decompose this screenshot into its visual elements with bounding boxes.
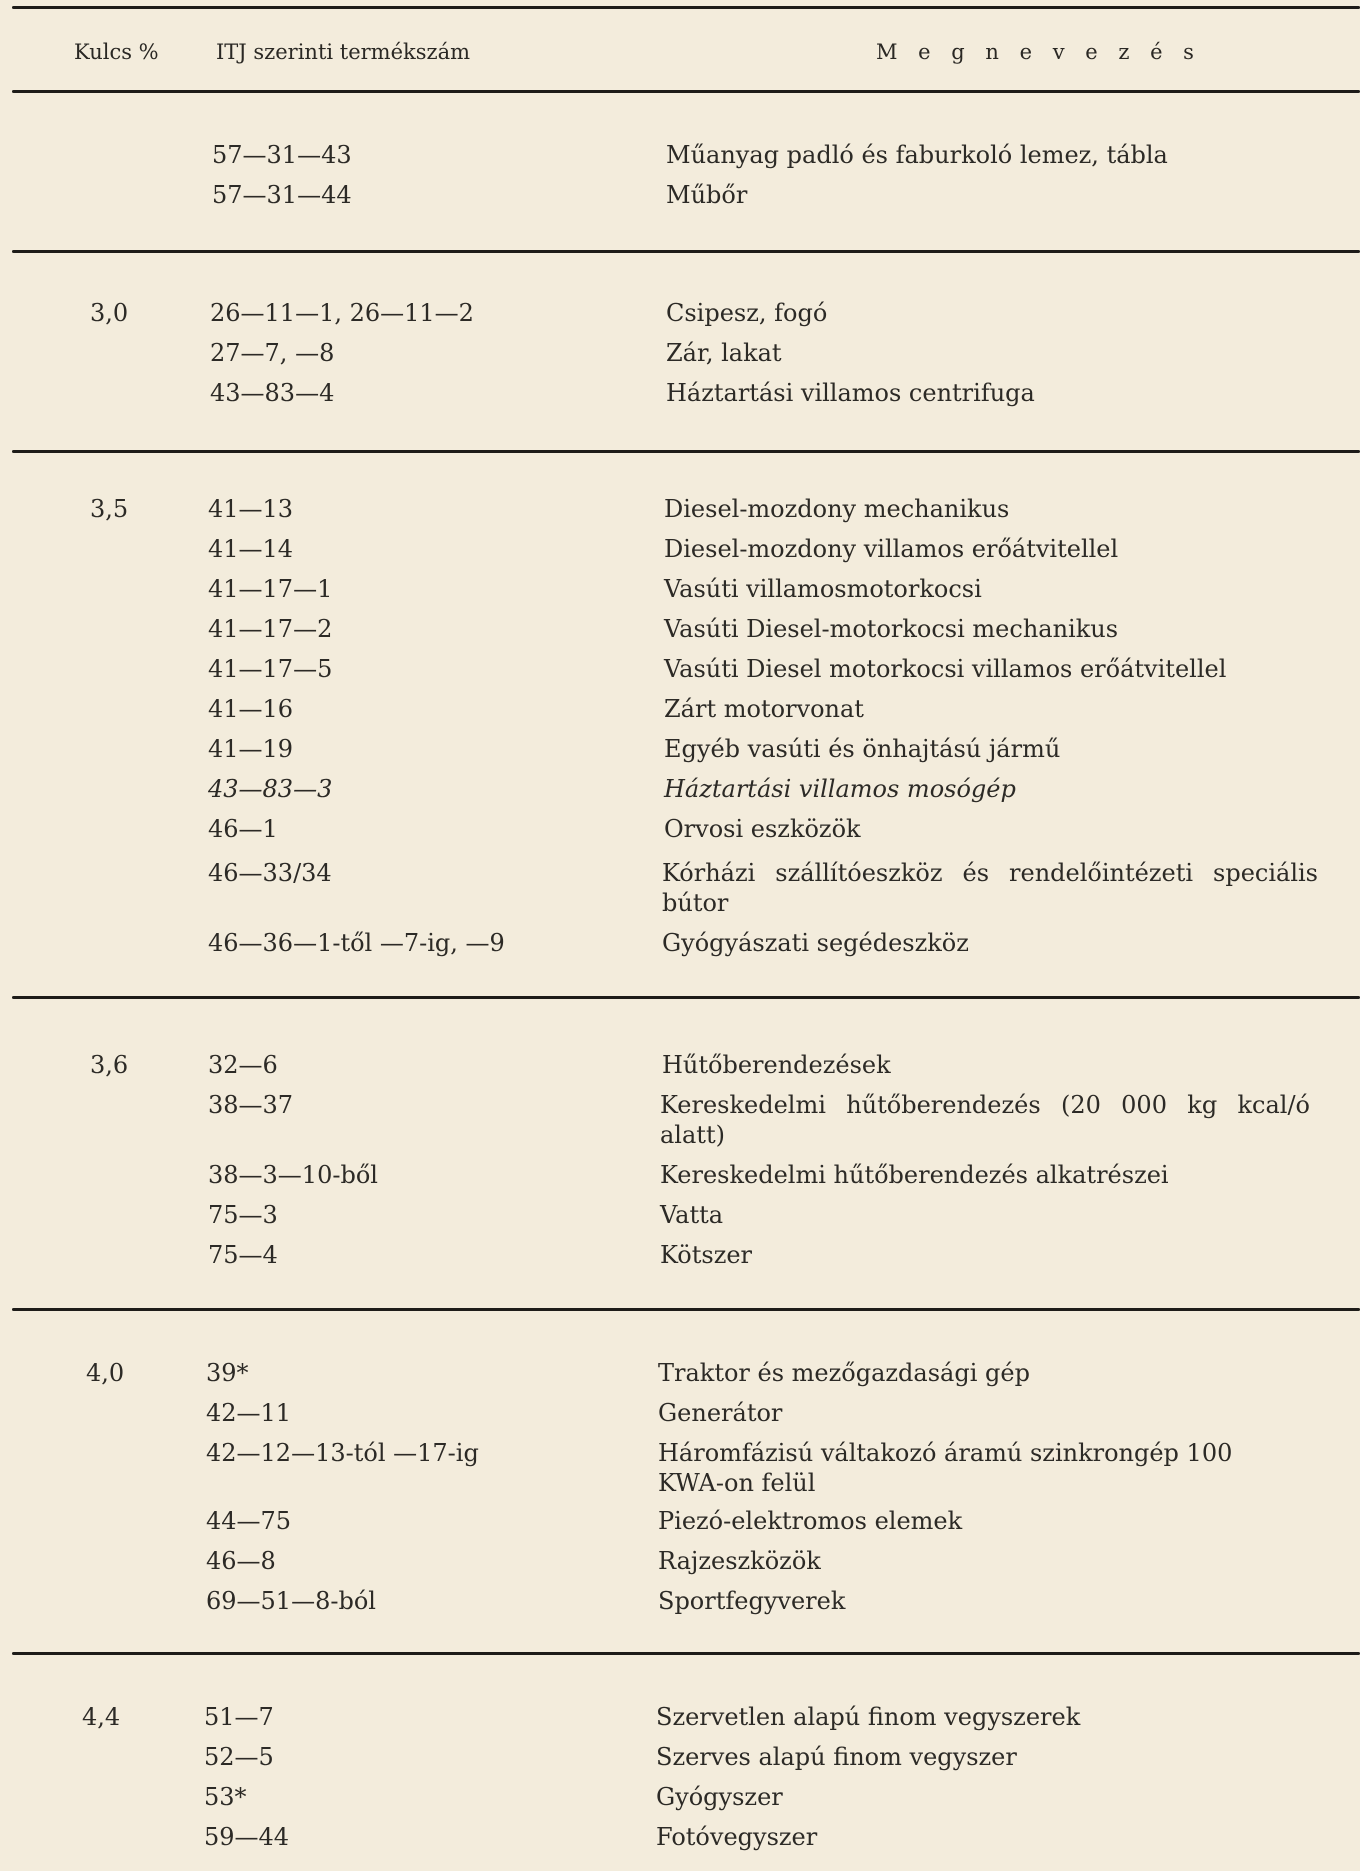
- product-name: Műbőr: [666, 181, 748, 209]
- product-name: Gyógyszer: [656, 1783, 783, 1811]
- product-name: Vasúti Diesel-motorkocsi mechanikus: [664, 615, 1119, 643]
- key-percent-value: 3,6: [90, 1051, 129, 1079]
- product-code: 46—8: [206, 1547, 276, 1575]
- header-bottom-rule: [12, 90, 1360, 93]
- product-code: 43—83—4: [210, 379, 335, 407]
- key-percent-value: 4,0: [86, 1359, 125, 1387]
- product-code: 46—1: [208, 815, 278, 843]
- product-code: 32—6: [208, 1051, 278, 1079]
- product-code: 41—19: [208, 735, 294, 763]
- group-separator-rule: [12, 1652, 1360, 1655]
- product-name: Zárt motorvonat: [664, 695, 864, 723]
- product-name: Zár, lakat: [666, 339, 782, 367]
- product-code: 26—11—1, 26—11—2: [210, 299, 474, 327]
- product-name: Diesel-mozdony villamos erőátvitellel: [664, 535, 1119, 563]
- product-name: Szerves alapú finom vegyszer: [656, 1743, 1017, 1771]
- product-name: Műanyag padló és faburkoló lemez, tábla: [666, 141, 1168, 169]
- product-name: Szervetlen alapú finom vegyszerek: [656, 1703, 1081, 1731]
- product-name: Gyógyászati segédeszköz: [662, 929, 969, 957]
- product-name: Háztartási villamos centrifuga: [666, 379, 1035, 407]
- product-name: Diesel-mozdony mechanikus: [664, 495, 1010, 523]
- key-percent-value: 3,5: [90, 495, 129, 523]
- product-code: 38—37: [208, 1091, 294, 1119]
- product-name: Sportfegyverek: [658, 1587, 846, 1615]
- product-code: 43—83—3: [208, 775, 333, 803]
- product-name: Csipesz, fogó: [666, 299, 828, 327]
- header-key-percent: Kulcs %: [74, 40, 159, 64]
- header-name: M e g n e v e z é s: [876, 40, 1201, 64]
- product-name: Háztartási villamos mosógép: [664, 775, 1016, 803]
- key-percent-value: 3,0: [90, 299, 129, 327]
- product-code: 42—12—13-tól —17-ig: [206, 1439, 479, 1467]
- product-name: Generátor: [658, 1399, 783, 1427]
- product-code: 46—33/34: [208, 859, 332, 887]
- product-name: Piezó-elektromos elemek: [658, 1507, 963, 1535]
- product-name: Fotóvegyszer: [656, 1823, 818, 1851]
- product-name: Háromfázisú váltakozó áramú szinkrongép 100 KWA-on felül: [658, 1439, 1233, 1497]
- group-separator-rule: [12, 450, 1360, 453]
- product-code: 52—5: [204, 1743, 274, 1771]
- product-code: 57—31—44: [212, 181, 352, 209]
- product-code: 46—36—1-től —7-ig, —9: [208, 929, 505, 957]
- product-code: 38—3—10-ből: [208, 1161, 378, 1189]
- product-code: 69—51—8-ból: [206, 1587, 376, 1615]
- product-code: 75—3: [208, 1201, 278, 1229]
- product-code: 41—17—5: [208, 655, 333, 683]
- product-code: 39*: [206, 1359, 249, 1387]
- product-name: Kereskedelmi hűtőberendezés (20 000 kg kcal/ó alatt): [660, 1091, 1310, 1149]
- product-name: Kórházi szállítóeszköz és rendelőintézeti speciális bútor: [662, 859, 1318, 917]
- product-code: 75—4: [208, 1241, 278, 1269]
- product-name: Egyéb vasúti és önhajtású jármű: [664, 735, 1061, 763]
- product-code: 41—14: [208, 535, 294, 563]
- product-code: 41—17—1: [208, 575, 333, 603]
- key-percent-value: 4,4: [82, 1703, 121, 1731]
- product-code: 59—44: [204, 1823, 290, 1851]
- group-separator-rule: [12, 1308, 1360, 1311]
- product-name: Traktor és mezőgazdasági gép: [658, 1359, 1030, 1387]
- product-name: Vasúti villamosmotorkocsi: [664, 575, 982, 603]
- product-name: Hűtőberendezések: [662, 1051, 891, 1079]
- product-code: 53*: [204, 1783, 247, 1811]
- product-code: 27—7, —8: [210, 339, 335, 367]
- product-code: 42—11: [206, 1399, 292, 1427]
- product-name: Orvosi eszközök: [664, 815, 861, 843]
- product-code: 57—31—43: [212, 141, 352, 169]
- product-code: 41—17—2: [208, 615, 333, 643]
- product-code: 41—13: [208, 495, 294, 523]
- header-product-code: ITJ szerinti termékszám: [216, 40, 471, 64]
- group-separator-rule: [12, 996, 1360, 999]
- product-name: Kereskedelmi hűtőberendezés alkatrészei: [660, 1161, 1169, 1189]
- product-name: Vatta: [660, 1201, 724, 1229]
- product-code: 41—16: [208, 695, 294, 723]
- product-code: 44—75: [206, 1507, 292, 1535]
- product-name: Vasúti Diesel motorkocsi villamos erőátvitellel: [664, 655, 1227, 683]
- group-separator-rule: [12, 250, 1360, 253]
- product-name: Kötszer: [660, 1241, 753, 1269]
- product-name: Rajzeszközök: [658, 1547, 821, 1575]
- table-top-rule: [12, 6, 1360, 9]
- product-code: 51—7: [204, 1703, 274, 1731]
